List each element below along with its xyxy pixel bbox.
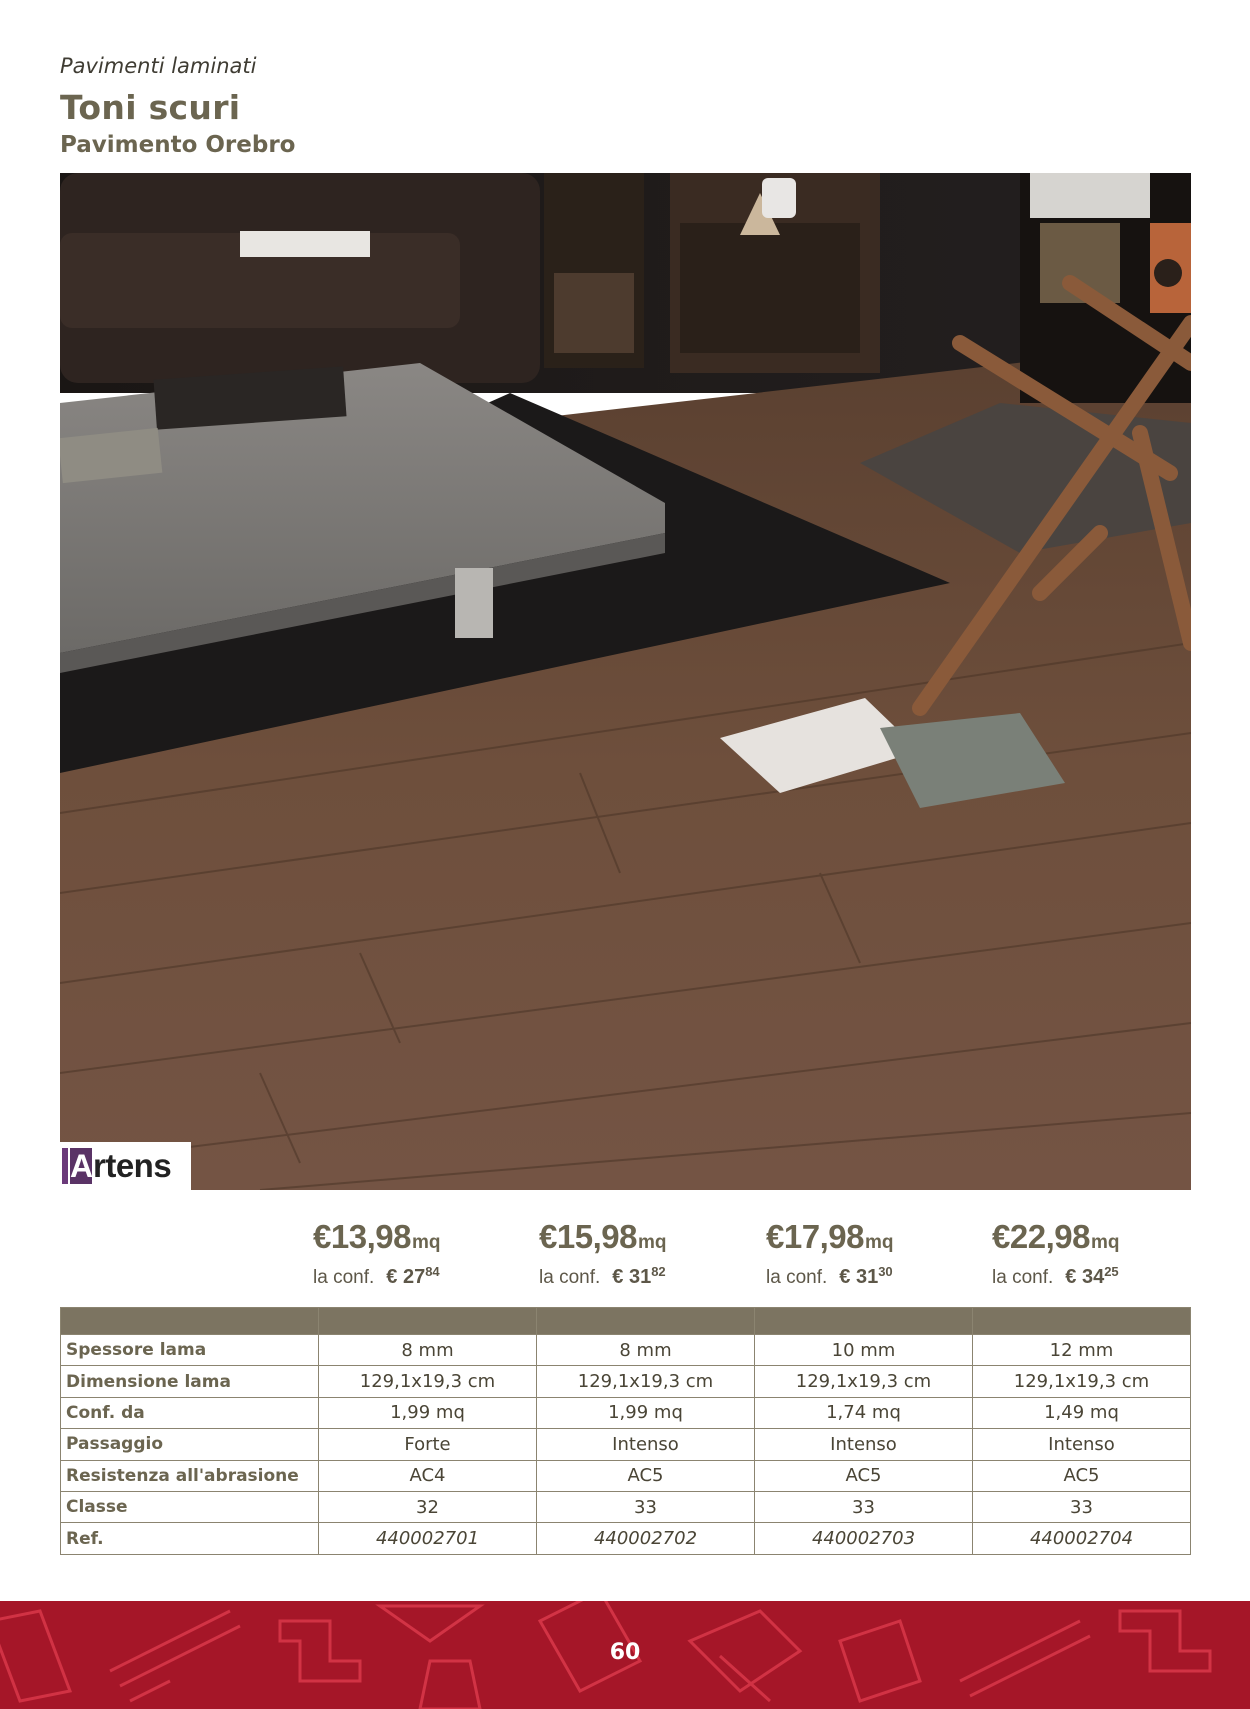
row-label: Resistenza all'abrasione (61, 1460, 319, 1491)
table-cell: 10 mm (755, 1335, 973, 1366)
price-value: 22,98 (1009, 1218, 1090, 1255)
price-unit: mq (637, 1232, 667, 1253)
price-unit: mq (864, 1232, 894, 1253)
logo-bar-icon (62, 1148, 68, 1184)
price-block (992, 1218, 1212, 1289)
table-cell: Forte (319, 1429, 537, 1460)
price-per-mq (539, 1218, 759, 1256)
price-per-mq (313, 1218, 533, 1256)
table-cell: 440002701 (319, 1523, 537, 1554)
table-cell: Intenso (755, 1429, 973, 1460)
table-row (61, 1335, 1191, 1366)
table-cell: Intenso (537, 1429, 755, 1460)
table-row (61, 1460, 1191, 1491)
pack-price (766, 1264, 986, 1289)
pack-price (539, 1264, 759, 1289)
price-unit: mq (411, 1232, 441, 1253)
row-label: Spessore lama (61, 1335, 319, 1366)
table-cell: AC4 (319, 1460, 537, 1491)
price-block (766, 1218, 986, 1289)
pack-label: la conf. (539, 1267, 601, 1288)
table-cell: 8 mm (537, 1335, 755, 1366)
table-cell: AC5 (537, 1460, 755, 1491)
spec-table (60, 1307, 1191, 1555)
row-label: Conf. da (61, 1397, 319, 1428)
table-header-cell (319, 1308, 537, 1335)
table-row (61, 1491, 1191, 1522)
table-cell: AC5 (755, 1460, 973, 1491)
currency: € (539, 1218, 557, 1255)
logo-mark-icon: A (70, 1148, 94, 1184)
page-title: Toni scuri (60, 88, 241, 127)
page-number: 60 (609, 1640, 641, 1665)
table-header-row (61, 1308, 1191, 1335)
table-cell: AC5 (973, 1460, 1191, 1491)
price-value: 17,98 (783, 1218, 864, 1255)
row-label: Passaggio (61, 1429, 319, 1460)
table-cell: 1,99 mq (537, 1397, 755, 1428)
pack-price (313, 1264, 533, 1289)
table-header-cell (973, 1308, 1191, 1335)
pack-price (992, 1264, 1212, 1289)
pack-label: la conf. (313, 1267, 375, 1288)
price-value: 15,98 (556, 1218, 637, 1255)
table-cell: 1,49 mq (973, 1397, 1191, 1428)
table-header-cell (537, 1308, 755, 1335)
table-cell: 33 (973, 1491, 1191, 1522)
table-cell: 440002704 (973, 1523, 1191, 1554)
currency: € (313, 1218, 331, 1255)
currency: € (766, 1218, 784, 1255)
table-cell: 129,1x19,3 cm (537, 1366, 755, 1397)
pack-label: la conf. (766, 1267, 828, 1288)
price-per-mq (766, 1218, 986, 1256)
living-room-photo-icon (60, 173, 1191, 1190)
table-cell: 8 mm (319, 1335, 537, 1366)
table-cell: 1,99 mq (319, 1397, 537, 1428)
table-row (61, 1429, 1191, 1460)
table-cell: 129,1x19,3 cm (755, 1366, 973, 1397)
price-value: 13,98 (330, 1218, 411, 1255)
brand-logo (60, 1142, 191, 1190)
product-name: Pavimento Orebro (60, 132, 296, 158)
table-cell: 33 (537, 1491, 755, 1522)
price-row (313, 1218, 1191, 1298)
pack-label: la conf. (992, 1267, 1054, 1288)
pack-value: € $34^{25}$ (1065, 1264, 1119, 1288)
table-row (61, 1397, 1191, 1428)
row-label: Ref. (61, 1523, 319, 1554)
table-cell: 33 (755, 1491, 973, 1522)
table-row (61, 1523, 1191, 1554)
table-cell: 32 (319, 1491, 537, 1522)
brand-name: rtens (93, 1147, 172, 1184)
table-cell: Intenso (973, 1429, 1191, 1460)
row-label: Classe (61, 1491, 319, 1522)
table-cell: 440002702 (537, 1523, 755, 1554)
product-photo (60, 173, 1191, 1190)
table-row (61, 1366, 1191, 1397)
price-per-mq (992, 1218, 1212, 1256)
table-cell: 129,1x19,3 cm (319, 1366, 537, 1397)
pack-value: € $31^{82}$ (612, 1264, 666, 1288)
pack-value: € $31^{30}$ (839, 1264, 893, 1288)
row-label: Dimensione lama (61, 1366, 319, 1397)
category-label: Pavimenti laminati (60, 54, 257, 78)
table-header-cell (61, 1308, 319, 1335)
table-cell: 12 mm (973, 1335, 1191, 1366)
pack-value: € $27^{84}$ (386, 1264, 440, 1288)
table-cell: 440002703 (755, 1523, 973, 1554)
table-cell: 1,74 mq (755, 1397, 973, 1428)
table-header-cell (755, 1308, 973, 1335)
price-block (539, 1218, 759, 1289)
currency: € (992, 1218, 1010, 1255)
price-unit: mq (1090, 1232, 1120, 1253)
table-cell: 129,1x19,3 cm (973, 1366, 1191, 1397)
price-block (313, 1218, 533, 1289)
